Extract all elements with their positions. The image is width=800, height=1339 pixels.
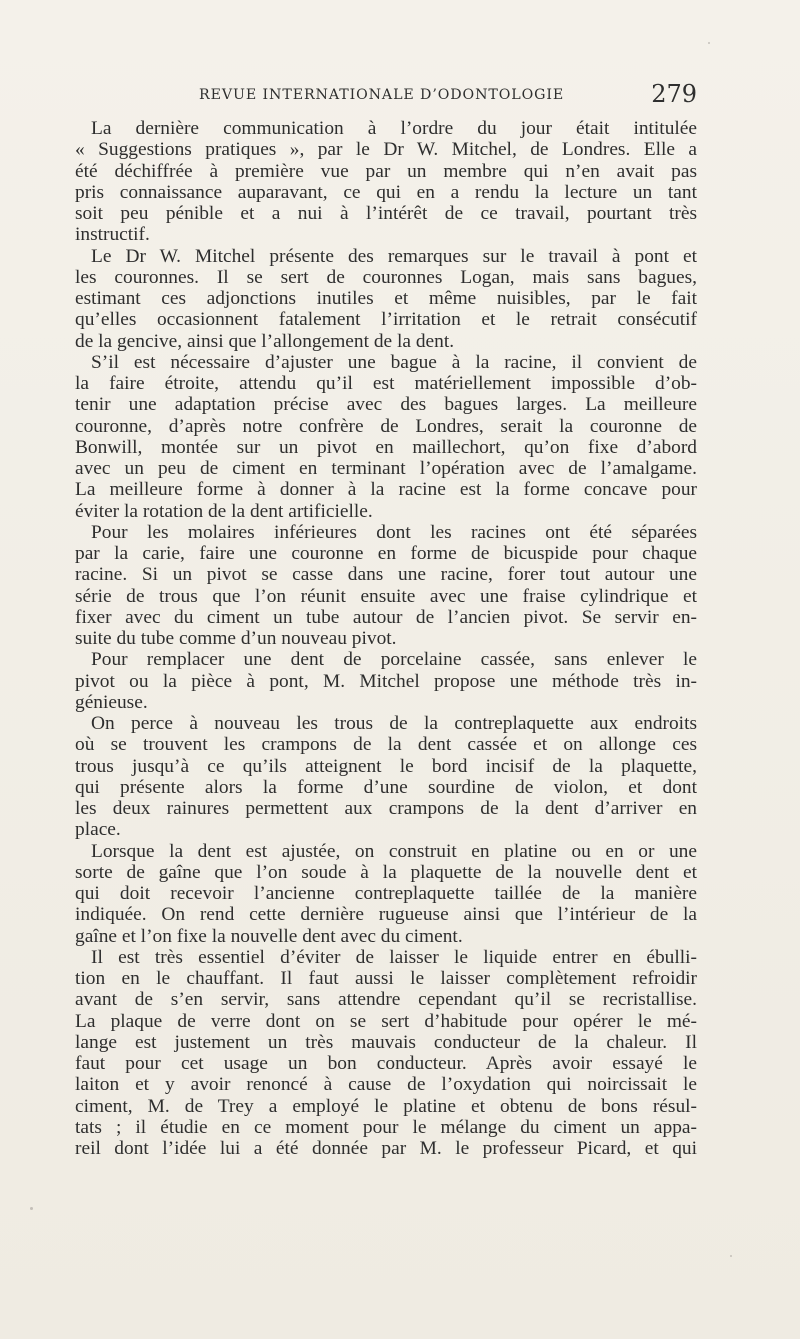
text-line: qui présente alors la forme d’une sourdine de violon, et dont <box>75 776 697 798</box>
text-line: pris connaissance auparavant, ce qui en a rendu la lecture un tant <box>75 181 697 203</box>
text-line: où se trouvent les crampons de la dent cassée et on allonge ces <box>75 734 697 756</box>
text-line: S’il est nécessaire d’ajuster une bague à la racine, il convient de <box>91 351 697 373</box>
paragraph-6 <box>75 713 697 841</box>
text-line: soit peu pénible et a nui à l’intérêt de ce travail, pourtant très <box>75 203 697 224</box>
text-line: racine. Si un pivot se casse dans une racine, forer tout autour une <box>75 564 697 586</box>
text-line: gaîne et l’on fixe la nouvelle dent avec du ciment. <box>75 925 463 947</box>
text-line: Bonwill, montée sur un pivot en maillechort, qu’on fixe d’abord <box>75 436 697 458</box>
text-line: Pour les molaires inférieures dont les racines ont été séparées <box>91 521 697 543</box>
text-line: de la gencive, ainsi que l’allongement de la dent. <box>75 330 455 352</box>
text-line: avec un peu de ciment en terminant l’opération avec de l’amalgame. <box>75 458 697 479</box>
paragraph-3 <box>75 352 697 522</box>
paragraph-8 <box>75 947 697 1160</box>
text-line: Lorsque la dent est ajustée, on construit en platine ou en or une <box>91 840 697 862</box>
paper-speck <box>730 1255 732 1257</box>
text-line: La meilleure forme à donner à la racine est la forme concave pour <box>75 479 697 501</box>
text-line: tion en le chauffant. Il faut aussi le laisser complètement refroidir <box>75 968 697 989</box>
text-line: couronne, d’après notre confrère de Londres, serait la couronne de <box>75 415 697 437</box>
text-line: place. <box>75 819 121 841</box>
text-line: « Suggestions pratiques », par le Dr W. Mitchel, de Londres. Elle a <box>75 139 697 161</box>
page-header <box>75 80 697 110</box>
paragraph-4 <box>75 522 697 650</box>
paper-speck <box>30 1207 33 1210</box>
text-line: indiquée. On rend cette dernière rugueuse ainsi que l’intérieur de la <box>75 904 697 926</box>
text-line: génieuse. <box>75 691 148 713</box>
page-number: 279 <box>651 80 697 108</box>
text-line: éviter la rotation de la dent artificielle. <box>75 500 373 522</box>
text-line: La plaque de verre dont on se sert d’habitude pour opérer le mé- <box>75 1010 697 1032</box>
text-line: les deux rainures permettent aux crampons de la dent d’arriver en <box>75 798 697 819</box>
paper-speck <box>708 42 710 44</box>
text-line: lange est justement un très mauvais conducteur de la chaleur. Il <box>75 1031 697 1053</box>
text-line: qui doit recevoir l’ancienne contreplaquette taillée de la manière <box>75 883 697 904</box>
text-line: faut pour cet usage un bon conducteur. Après avoir essayé le <box>75 1053 697 1074</box>
text-line: qu’elles occasionnent fatalement l’irritation et le retrait consécutif <box>75 309 697 331</box>
text-line: tats ; il étudie en ce moment pour le mélange du ciment un appa- <box>75 1116 697 1138</box>
text-line: suite du tube comme d’un nouveau pivot. <box>75 628 397 649</box>
text-line: sorte de gaîne que l’on soude à la plaquette de la nouvelle dent et <box>75 861 697 883</box>
text-line: pivot ou la pièce à pont, M. Mitchel propose une méthode très in- <box>75 670 697 692</box>
paragraph-7 <box>75 841 697 947</box>
text-line: les couronnes. Il se sert de couronnes Logan, mais sans bagues, <box>75 266 697 288</box>
text-line: par la carie, faire une couronne en forme de bicuspide pour chaque <box>75 543 697 564</box>
text-line: Pour remplacer une dent de porcelaine cassée, sans enlever le <box>91 649 697 671</box>
paragraph-1 <box>75 118 697 246</box>
text-line: trous jusqu’à ce qu’ils atteignent le bord incisif de la plaquette, <box>75 755 697 777</box>
text-line: La dernière communication à l’ordre du jour était intitulée <box>91 118 697 139</box>
text-line: On perce à nouveau les trous de la contreplaquette aux endroits <box>91 713 697 734</box>
text-line: été déchiffrée à première vue par un membre qui n’en avait pas <box>75 160 697 182</box>
text-line: instructif. <box>75 224 150 246</box>
text-line: laiton et y avoir renoncé à cause de l’oxydation qui noircissait le <box>75 1074 697 1096</box>
text-line: tenir une adaptation précise avec des bagues larges. La meilleure <box>75 394 697 416</box>
paragraph-5 <box>75 649 697 713</box>
text-line: Le Dr W. Mitchel présente des remarques sur le travail à pont et <box>91 245 697 267</box>
body-text <box>75 118 697 1159</box>
text-line: série de trous que l’on réunit ensuite avec une fraise cylindrique et <box>75 585 697 607</box>
text-line: estimant ces adjonctions inutiles et même nuisibles, par le fait <box>75 288 697 309</box>
paragraph-2 <box>75 246 697 352</box>
running-title: REVUE INTERNATIONALE D’ODONTOLOGIE <box>199 87 565 103</box>
text-line: avant de s’en servir, sans attendre cependant qu’il se recristallise. <box>75 989 697 1011</box>
text-line: Il est très essentiel d’éviter de laisser le liquide entrer en ébulli- <box>91 946 697 968</box>
text-line: la faire étroite, attendu qu’il est matériellement impossible d’ob- <box>75 373 697 394</box>
text-line: reil dont l’idée lui a été donnée par M. le professeur Picard, et qui <box>75 1138 697 1159</box>
text-line: fixer avec du ciment un tube autour de l’ancien pivot. Se servir en- <box>75 606 697 628</box>
text-line: ciment, M. de Trey a employé le platine et obtenu de bons résul- <box>75 1095 697 1117</box>
